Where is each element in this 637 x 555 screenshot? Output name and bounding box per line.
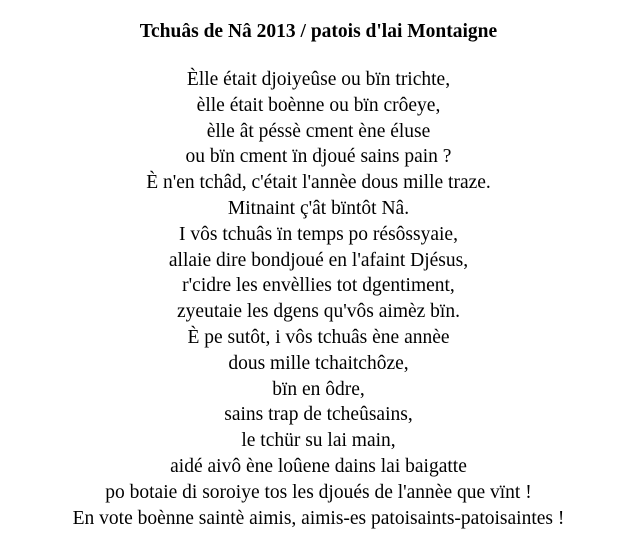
poem-line: le tchür su lai main, <box>241 430 396 452</box>
poem-line: èlle était boènne ou bïn crôeye, <box>196 94 441 116</box>
poem-line: Mitnaint ç'ât bïntôt Nâ. <box>227 197 410 219</box>
poem-body <box>0 67 637 531</box>
poem-line: En vote boènne saintè aimis, aimis-es patoisaints-patoisaintes ! <box>72 507 565 529</box>
poem-line: È pe sutôt, i vôs tchuâs ène annèe <box>187 326 450 348</box>
poem-line: allaie dire bondjoué en l'afaint Djésus, <box>168 249 469 271</box>
poem-line: r'cidre les envèllies tot dgentiment, <box>182 275 455 297</box>
poem-line: bïn en ôdre, <box>272 378 365 400</box>
poem-line: èlle ât péssè cment ène éluse <box>206 120 431 142</box>
poem-line: Èlle était djoiyeûse ou bïn trichte, <box>186 69 451 90</box>
poem-line: È n'en tchâd, c'était l'annèe dous mille traze. <box>146 172 491 194</box>
poem-line: I vôs tchuâs ïn temps po résôssyaie, <box>179 223 458 245</box>
poem-line: dous mille tchaitchôze, <box>228 352 409 374</box>
poem-line: ou bïn cment ïn djoué sains pain ? <box>185 146 452 168</box>
poem-line: zyeutaie les dgens qu'vôs aimèz bïn. <box>177 301 460 323</box>
poem-line: po botaie di soroiye tos les djoués de l'annèe que vïnt ! <box>105 481 532 503</box>
poem-line: sains trap de tcheûsains, <box>224 404 413 426</box>
poem-line: aidé aivô ène loûene dains lai baigatte <box>170 455 467 477</box>
poem-title: Tchuâs de Nâ 2013 / patois d'lai Montaigne <box>139 21 498 42</box>
